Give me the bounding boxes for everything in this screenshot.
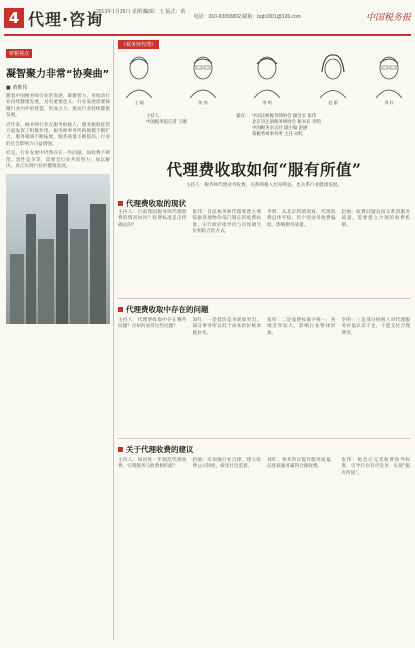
- left-paragraph-3: 但是，行业发展中仍然存在一些问题，如收费不规范、恶性竞争等，需要全行业共同努力，加以解决，真正实现行业的健康发展。: [6, 151, 110, 170]
- guest-item: 中国注册税务师协会 副会长 张伟: [252, 114, 317, 119]
- body-text: 主持人：目前我国税务师代理收费的情况如何？收费标准是怎样确定的？: [118, 210, 187, 228]
- portrait-sketch: [370, 50, 408, 98]
- guest-item: 中国税务杂志社 副主编 赵丽: [252, 126, 308, 131]
- left-author: [6, 84, 110, 91]
- column-divider: [113, 40, 114, 640]
- section-divider: [118, 438, 410, 439]
- building-shape: [90, 204, 106, 324]
- article-lead: 主持人：税务师代理业务收费，关系纳税人切身利益，也关系行业健康发展。: [185, 183, 343, 188]
- page-header: [4, 4, 411, 34]
- left-column: [6, 40, 110, 640]
- section-marker-icon: [118, 307, 123, 312]
- column-tag: 财税视点: [6, 49, 32, 58]
- building-shape: [26, 214, 36, 324]
- host-label: 主持人：: [146, 114, 164, 119]
- header-rule: [4, 34, 411, 36]
- portrait-row: [118, 50, 410, 110]
- feature-tag: 《税务师代理》: [118, 40, 159, 49]
- section-heading-text: 代理费收取的现状: [126, 199, 186, 208]
- body-text: 张伟：目前税务师代理收费主要依据各地物价部门制定的收费标准，实行政府指导价与市场调节价相结合的方式。: [192, 210, 261, 235]
- portrait-name: 张 伟: [198, 100, 208, 105]
- portrait-sketch: [120, 50, 158, 98]
- host-line: [146, 114, 187, 126]
- page-number: 4: [4, 8, 24, 28]
- section-heading: [118, 304, 209, 315]
- section-heading: [118, 444, 194, 455]
- body-text: 主持人：代理费收取中存在哪些问题？应如何看待这些问题？: [118, 318, 187, 330]
- body-text: 刘红：一是低价竞争现象突出，部分事务所以低于成本的价格承揽业务。: [192, 318, 261, 336]
- building-shape: [56, 194, 68, 324]
- portrait-sketch: [184, 50, 222, 98]
- building-shape: [38, 239, 54, 324]
- contact-info: 电话：010-63093802 邮箱：bqb1001@126.com: [193, 14, 301, 20]
- body-text: 李明：三是部分纳税人对代理服务价值认识不足，不愿支付合理费用。: [341, 318, 410, 336]
- section-heading-text: 关于代理收费的建议: [126, 445, 194, 454]
- host-name: 中国税务报记者 王刚: [146, 120, 187, 125]
- guests-list: [252, 114, 410, 138]
- issue-date: 2013年1月25日 星期五: [96, 9, 147, 15]
- section-heading-text: 代理费收取中存在的问题: [126, 305, 209, 314]
- building-shape: [70, 229, 88, 324]
- body-text: 主持人：如何进一步规范代理收费，实现服务与收费相匹配？: [118, 458, 187, 470]
- portrait-name: 王 刚: [134, 100, 144, 105]
- portrait-name: 刘 红: [384, 100, 394, 105]
- section-marker-icon: [118, 447, 123, 452]
- guest-item: 某税务师事务所 主任 刘红: [252, 132, 304, 137]
- left-paragraph-1: 随着中国税务师行业的发展，凝聚智力，对推动行业持续健康发展，具有重要意义。行业发展需要凝聚行业内外的智慧，形成合力，推动行业持续健康发展。: [6, 94, 110, 119]
- article-title: 代理费收取如何“服有所值”: [166, 160, 362, 179]
- section-marker-icon: [118, 201, 123, 206]
- section-heading: [118, 198, 186, 209]
- guests-label: 嘉宾：: [236, 114, 250, 119]
- guest-list-block: [118, 114, 410, 154]
- section-title: 代理·咨询: [28, 10, 104, 29]
- feature-article: [118, 40, 410, 640]
- editor-info: 编辑：王 版式：黄: [144, 9, 186, 15]
- portrait-sketch: [248, 50, 286, 98]
- left-headline: 凝智聚力非常“协奏曲”: [6, 69, 110, 80]
- portrait-sketch: [314, 50, 352, 98]
- newspaper-brand: 中国税务报: [365, 13, 411, 23]
- portrait-name: 赵 丽: [328, 100, 338, 105]
- city-skyline-photo: [6, 174, 110, 324]
- section-columns: [118, 318, 410, 337]
- guest-item: 北京市注册税务师协会 秘书长 李明: [252, 120, 321, 125]
- section-divider: [118, 298, 410, 299]
- left-author-name: ■ 黄维伟: [6, 85, 28, 91]
- body-text: 张伟：协会应完善收费指导标准，引导行业有序竞争，实现“服有所值”。: [341, 458, 410, 476]
- left-paragraph-2: 近年来，税务师行业在服务纳税人、服务税收征管方面发挥了积极作用。税务师事务所的规模不断扩大，服务领域不断拓展，服务质量不断提高，行业的社会影响力日益增强。: [6, 122, 110, 147]
- section-columns: [118, 210, 410, 236]
- body-text: 赵丽：收费问题直接关系到服务质量，需要建立合理的收费机制。: [341, 210, 410, 228]
- body-text: 张伟：二是收费标准不统一，各地差异较大，影响行业整体形象。: [267, 318, 336, 336]
- body-text: 刘红：事务所应提升服务质量，以优质服务赢得合理收费。: [267, 458, 336, 470]
- portrait-name: 李 明: [262, 100, 272, 105]
- section-columns: [118, 458, 410, 477]
- body-text: 李明：从北京的情况看，代理收费总体平稳，但个别业务收费偏低，影响服务质量。: [267, 210, 336, 228]
- building-shape: [10, 254, 24, 324]
- body-text: 赵丽：应加强行业自律，建立收费公示制度，接受社会监督。: [192, 458, 261, 470]
